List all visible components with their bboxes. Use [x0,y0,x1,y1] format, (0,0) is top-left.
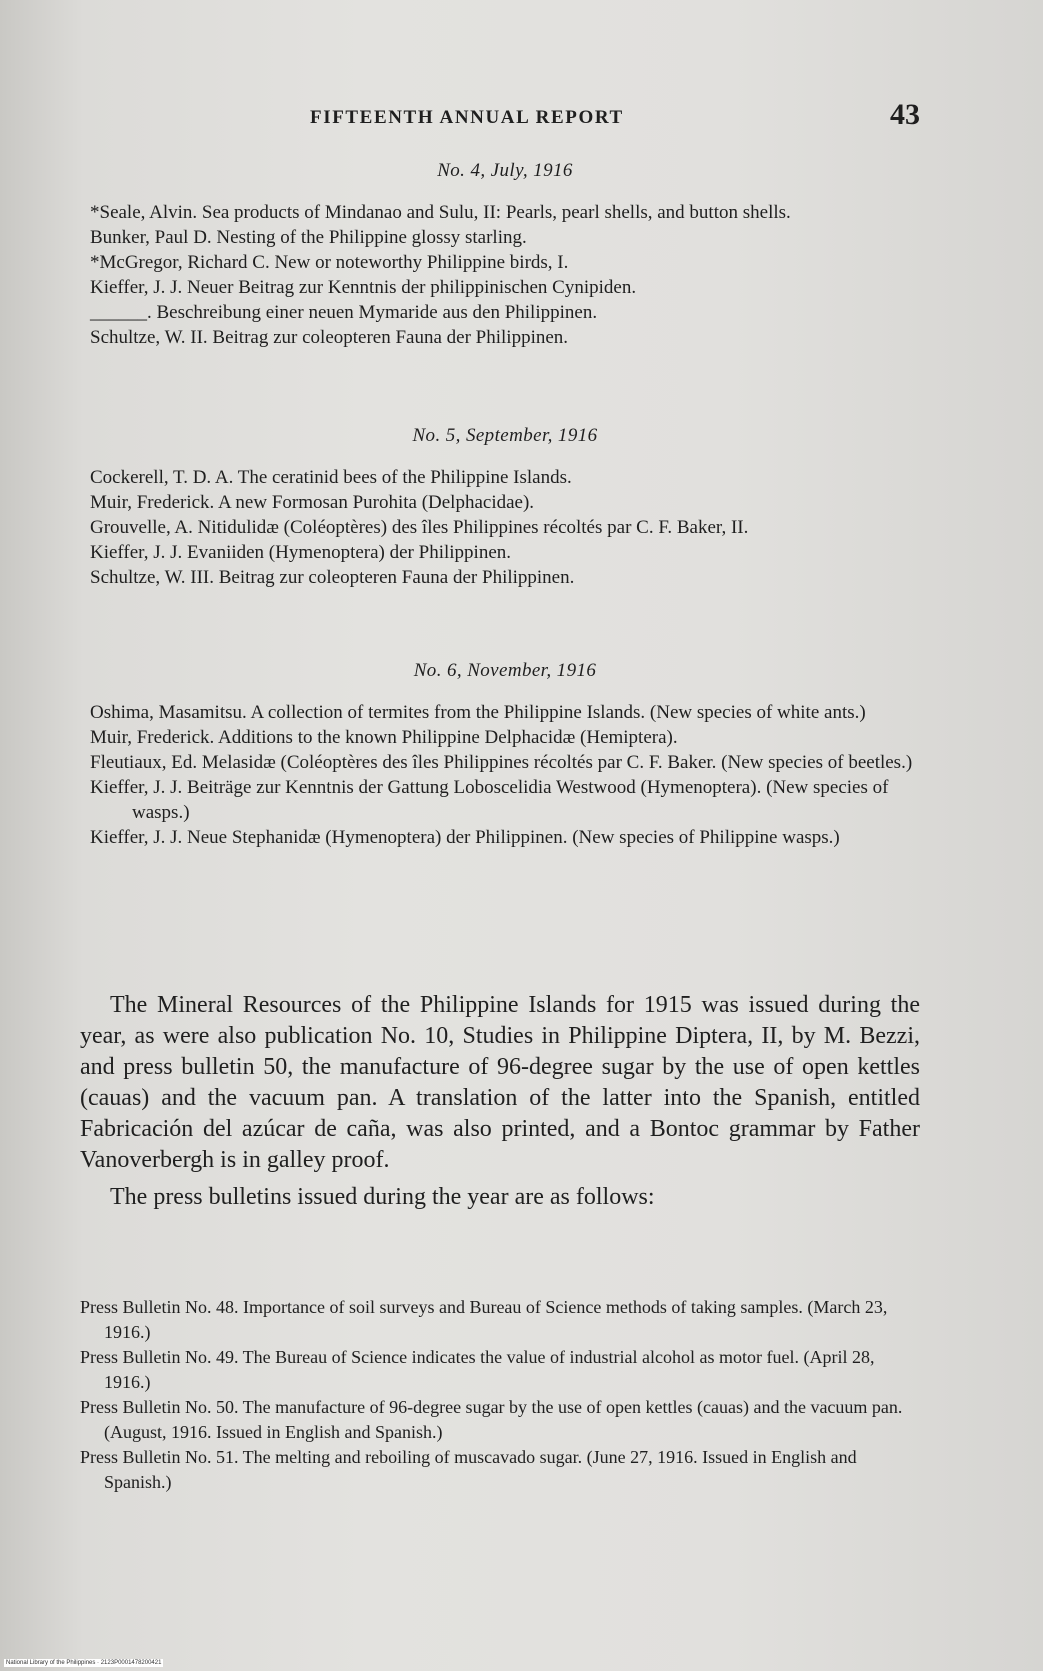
press-bulletin-item: Press Bulletin No. 51. The melting and reboiling of muscavado sugar. (June 27, 1916. Issued in English and Spanish.) [80,1447,857,1492]
bibliography-entry: Oshima, Masamitsu. A collection of termites from the Philippine Islands. (New species of white ants.) [90,702,866,723]
running-head: FIFTEENTH ANNUAL REPORT [310,107,624,128]
issue-heading: No. 6, November, 1916 [413,660,597,681]
press-bulletin-item: Press Bulletin No. 48. Importance of soil surveys and Bureau of Science methods of taking samples. (March 23, 1916.) [80,1297,888,1342]
page-header [90,100,920,140]
issue-section-september [90,425,920,590]
issue-heading: No. 4, July, 1916 [437,160,573,181]
bibliography-entry: Kieffer, J. J. Beiträge zur Kenntnis der Gattung Loboscelidia Westwood (Hymenoptera). (New species of wasps.) [90,777,889,823]
press-bulletin-item: Press Bulletin No. 49. The Bureau of Science indicates the value of industrial alcohol as motor fuel. (April 28, 1916.) [80,1347,875,1392]
bibliography-entry: ______. Beschreibung einer neuen Mymaride aus den Philippinen. [90,302,598,323]
bibliography-entry: Schultze, W. III. Beitrag zur coleopteren Fauna der Philippinen. [90,567,575,588]
paragraph-press-bulletins-intro: The press bulletins issued during the year are as follows: [110,1184,655,1210]
issue-heading: No. 5, September, 1916 [412,425,598,446]
issue-section-november [90,660,920,850]
paragraph-mineral-resources: The Mineral Resources of the Philippine Islands for 1915 was issued during the year, as were also publication No. 10, Studies in Philippine Diptera, II, by M. Bezzi, and press bulletin 50, the manufacture of 96-degree sugar by the use of open kettles (cauas) and the vacuum pan. A translation of the latter into the Spanish, entitled Fabricación del azúcar de caña, was also printed, and a Bontoc grammar by Father Vanoverbergh is in galley proof. [80,992,920,1173]
library-stamp: National Library of the Philippines · 2123P0001478200421 [6,1660,162,1666]
bibliography-entry: Muir, Frederick. Additions to the known Philippine Delphacidæ (Hemiptera). [90,727,678,748]
bibliography-entry: Bunker, Paul D. Nesting of the Philippine glossy starling. [90,227,527,248]
bibliography-entry: Fleutiaux, Ed. Melasidæ (Coléoptères des îles Philippines récoltés par C. F. Baker. (New species of beetles.) [90,752,913,773]
page-number: 43 [890,98,920,131]
bibliography-entry: *Seale, Alvin. Sea products of Mindanao and Sulu, II: Pearls, pearl shells, and button shells. [90,202,791,223]
bibliography-entry: Muir, Frederick. A new Formosan Purohita (Delphacidae). [90,492,535,513]
bibliography-entry: Kieffer, J. J. Neue Stephanidæ (Hymenoptera) der Philippinen. (New species of Philippine wasps.) [90,827,840,848]
bibliography-entry: Schultze, W. II. Beitrag zur coleopteren Fauna der Philippinen. [90,327,569,348]
bibliography-entry: Cockerell, T. D. A. The ceratinid bees of the Philippine Islands. [90,467,572,488]
body-text [80,990,920,1213]
press-bulletin-list [80,1295,920,1495]
bibliography-entry: Kieffer, J. J. Neuer Beitrag zur Kenntnis der philippinischen Cynipiden. [90,277,637,298]
bibliography-entry: *McGregor, Richard C. New or noteworthy Philippine birds, I. [90,252,569,273]
bibliography-entry: Grouvelle, A. Nitidulidæ (Coléoptères) des îles Philippines récoltés par C. F. Baker, II. [90,517,749,538]
issue-section-july [90,160,920,350]
press-bulletin-item: Press Bulletin No. 50. The manufacture of 96-degree sugar by the use of open kettles (cauas) and the vacuum pan. (August, 1916. Issued in English and Spanish.) [80,1397,903,1442]
bibliography-entry: Kieffer, J. J. Evaniiden (Hymenoptera) der Philippinen. [90,542,511,563]
